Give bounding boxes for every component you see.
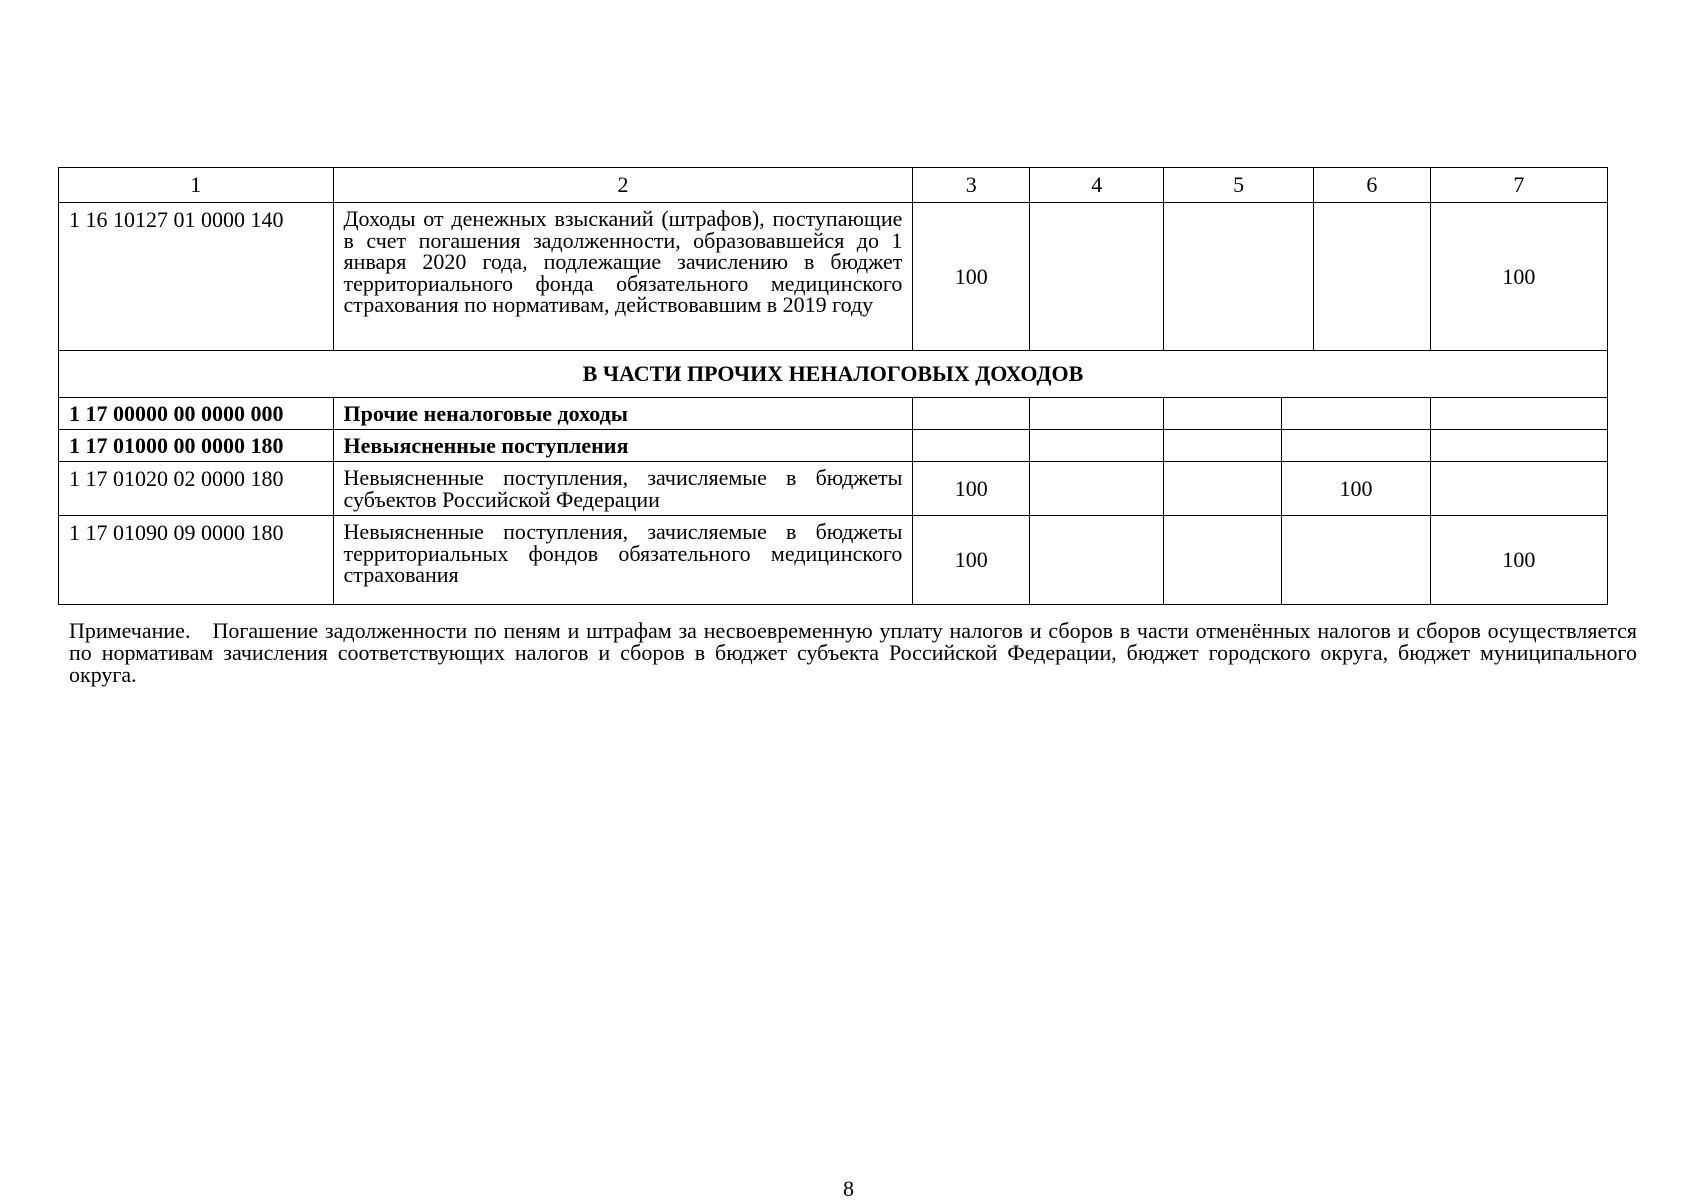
- income-name-cell: Прочие неналоговые доходы: [333, 398, 913, 430]
- header-cell-1: 1: [59, 168, 334, 203]
- header-cell-5: 5: [1164, 168, 1314, 203]
- section-title: В ЧАСТИ ПРОЧИХ НЕНАЛОГОВЫХ ДОХОДОВ: [59, 351, 1608, 398]
- income-name-cell: Невыясненные поступления, зачисляемые в бюджеты субъектов Российской Федерации: [333, 462, 913, 516]
- page-number: 8: [843, 1176, 854, 1201]
- value-cell-4: [1030, 398, 1164, 430]
- header-cell-2: 2: [333, 168, 913, 203]
- value-cell-4: [1030, 462, 1164, 516]
- value-cell-5: [1164, 203, 1314, 351]
- value-cell-3: 100: [913, 462, 1030, 516]
- footnote-label: Примечание.: [69, 618, 191, 643]
- header-cell-6: 6: [1313, 168, 1430, 203]
- value-cell-7: [1430, 398, 1607, 430]
- table-row: [59, 398, 1608, 430]
- section-heading-row: [59, 351, 1608, 398]
- value-cell-3: 100: [913, 203, 1030, 351]
- value-cell-3: [913, 430, 1030, 462]
- income-name-cell: Невыясненные поступления, зачисляемые в бюджеты территориальных фондов обязательного медицинского страхования: [333, 516, 913, 605]
- budget-code-cell: 1 16 10127 01 0000 140: [59, 203, 334, 351]
- header-cell-4: 4: [1030, 168, 1164, 203]
- header-cell-3: 3: [913, 168, 1030, 203]
- value-cell-4: [1030, 430, 1164, 462]
- value-cell-6: [1282, 398, 1431, 430]
- table-header-row: [59, 168, 1608, 203]
- table-row: [59, 430, 1608, 462]
- income-name-cell: Невыясненные поступления: [333, 430, 913, 462]
- income-name-cell: Доходы от денежных взысканий (штрафов), поступающие в счет погашения задолженности, образовавшейся до 1 января 2020 года, подлежащие зачислению в бюджет территориального фонда обязательного медицинского страхования по нормативам, действовавшим в 2019 году: [333, 203, 913, 351]
- value-cell-7: 100: [1430, 516, 1607, 605]
- budget-code-cell: 1 17 01020 02 0000 180: [59, 462, 334, 516]
- value-cell-3: [913, 398, 1030, 430]
- value-cell-7: [1430, 462, 1607, 516]
- value-cell-4: [1030, 203, 1164, 351]
- value-cell-4: [1030, 516, 1164, 605]
- value-cell-3: 100: [913, 516, 1030, 605]
- value-cell-5: [1164, 398, 1282, 430]
- value-cell-6: [1282, 516, 1431, 605]
- table-row: [59, 203, 1608, 351]
- footnote-text: Погашение задолженности по пеням и штрафам за несвоевременную уплату налогов и сборов в части отменённых налогов и сборов осуществляется по нормативам зачисления соответствующих налогов и сборов в бюджет субъекта Российской Федерации, бюджет городского округа, бюджет муниципального округа.: [69, 618, 1637, 687]
- footnote: [69, 620, 1637, 686]
- budget-norms-table: [58, 167, 1608, 605]
- value-cell-6: [1282, 430, 1431, 462]
- table-row: [59, 516, 1608, 605]
- value-cell-5: [1164, 516, 1282, 605]
- budget-code-cell: 1 17 00000 00 0000 000: [59, 398, 334, 430]
- budget-code-cell: 1 17 01000 00 0000 180: [59, 430, 334, 462]
- value-cell-7: [1430, 430, 1607, 462]
- value-cell-6: 100: [1282, 462, 1431, 516]
- table-row: [59, 462, 1608, 516]
- budget-code-cell: 1 17 01090 09 0000 180: [59, 516, 334, 605]
- value-cell-6: [1313, 203, 1430, 351]
- value-cell-7: 100: [1430, 203, 1607, 351]
- value-cell-5: [1164, 462, 1282, 516]
- header-cell-7: 7: [1430, 168, 1607, 203]
- value-cell-5: [1164, 430, 1282, 462]
